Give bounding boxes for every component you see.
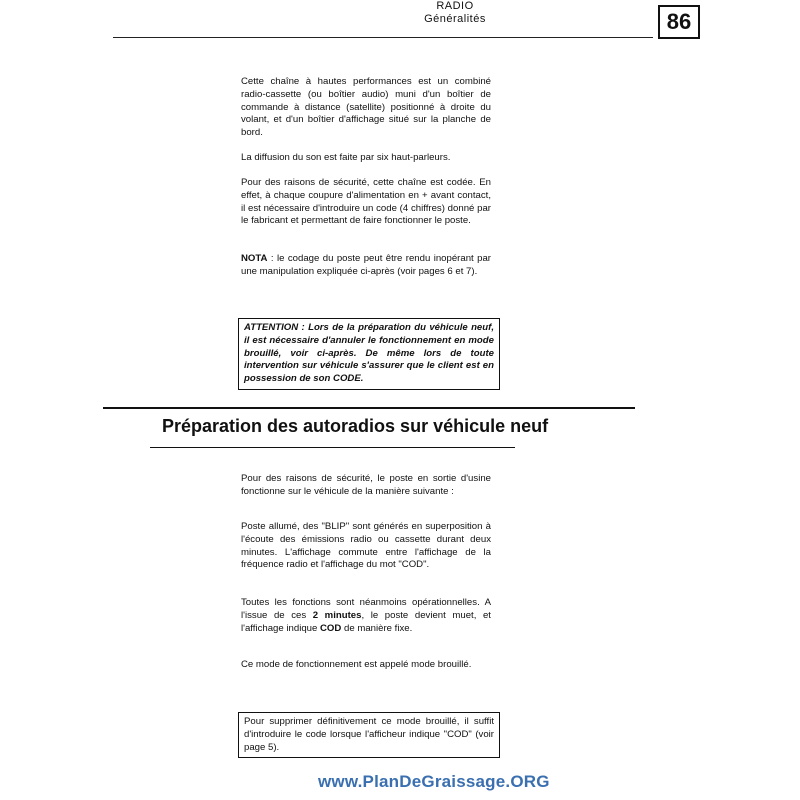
- two-minutes-emphasis: 2 minutes: [312, 609, 362, 621]
- nota-paragraph: [241, 253, 491, 279]
- section-paragraph-3-part-1: Toutes les fonctions sont néanmoins opérationnelles. A l'issue de ces: [241, 597, 491, 621]
- attention-notice: ATTENTION : Lors de la préparation du véhicule neuf, il est nécessaire d'annuler le fonctionnement en mode brouillé, voir ci-après. De même lors de toute intervention sur véhicule s'assurer que le client est en possession de son CODE.: [238, 318, 500, 390]
- section-paragraph-3-part-3: de manière fixe.: [341, 622, 413, 634]
- intro-paragraph-2: La diffusion du son est faite par six haut-parleurs.: [241, 152, 451, 163]
- section-paragraph-3: [241, 597, 491, 635]
- section-title-underline: [150, 447, 515, 448]
- section-title: Préparation des autoradios sur véhicule neuf: [162, 416, 549, 436]
- section-paragraph-3-part-2: , le poste devient muet, et l'affichage indique: [241, 609, 491, 634]
- page-number: 86: [658, 5, 700, 39]
- section-paragraph-2: Poste allumé, des "BLIP" sont générés en superposition à l'écoute des émissions radio ou cassette durant deux minutes. L'affichage commute entre l'affichage de la fréquence radio et l'affichage du mot "COD".: [241, 521, 491, 571]
- intro-paragraph-1: Cette chaîne à hautes performances est un combiné radio-cassette (ou boîtier audio) muni d'un boîtier de commande à distance (satellite) positionné à droite du volant, et d'un boîtier d'affichage situé sur la planche de bord.: [241, 76, 491, 139]
- section-paragraph-4: Ce mode de fonctionnement est appelé mode brouillé.: [241, 659, 472, 670]
- nota-label: NOTA: [241, 253, 268, 264]
- section-paragraph-1: Pour des raisons de sécurité, le poste en sortie d'usine fonctionne sur le véhicule de la manière suivante :: [241, 473, 491, 497]
- intro-paragraph-3: Pour des raisons de sécurité, cette chaîne est codée. En effet, à chaque coupure d'alimentation en + avant contact, il est nécessaire d'introduire un code (4 chiffres) donné par le fabricant et permettant de faire fonctionner le poste.: [241, 177, 491, 227]
- header-divider: [113, 37, 653, 38]
- page-header: [400, 0, 510, 26]
- watermark-logo: www.PlanDeGraissage.ORG: [318, 772, 550, 791]
- header-subsection-title: Généralités: [424, 13, 486, 25]
- nota-text: : le codage du poste peut être rendu inopérant par une manipulation expliquée ci-après (voir pages 6 et 7).: [241, 253, 491, 277]
- section-divider: [103, 407, 635, 409]
- header-section-title: RADIO: [436, 0, 474, 12]
- cod-emphasis: COD: [320, 622, 342, 634]
- disable-brouille-notice: Pour supprimer définitivement ce mode brouillé, il suffit d'introduire le code lorsque l'afficheur indique "COD" (voir page 5).: [238, 712, 500, 758]
